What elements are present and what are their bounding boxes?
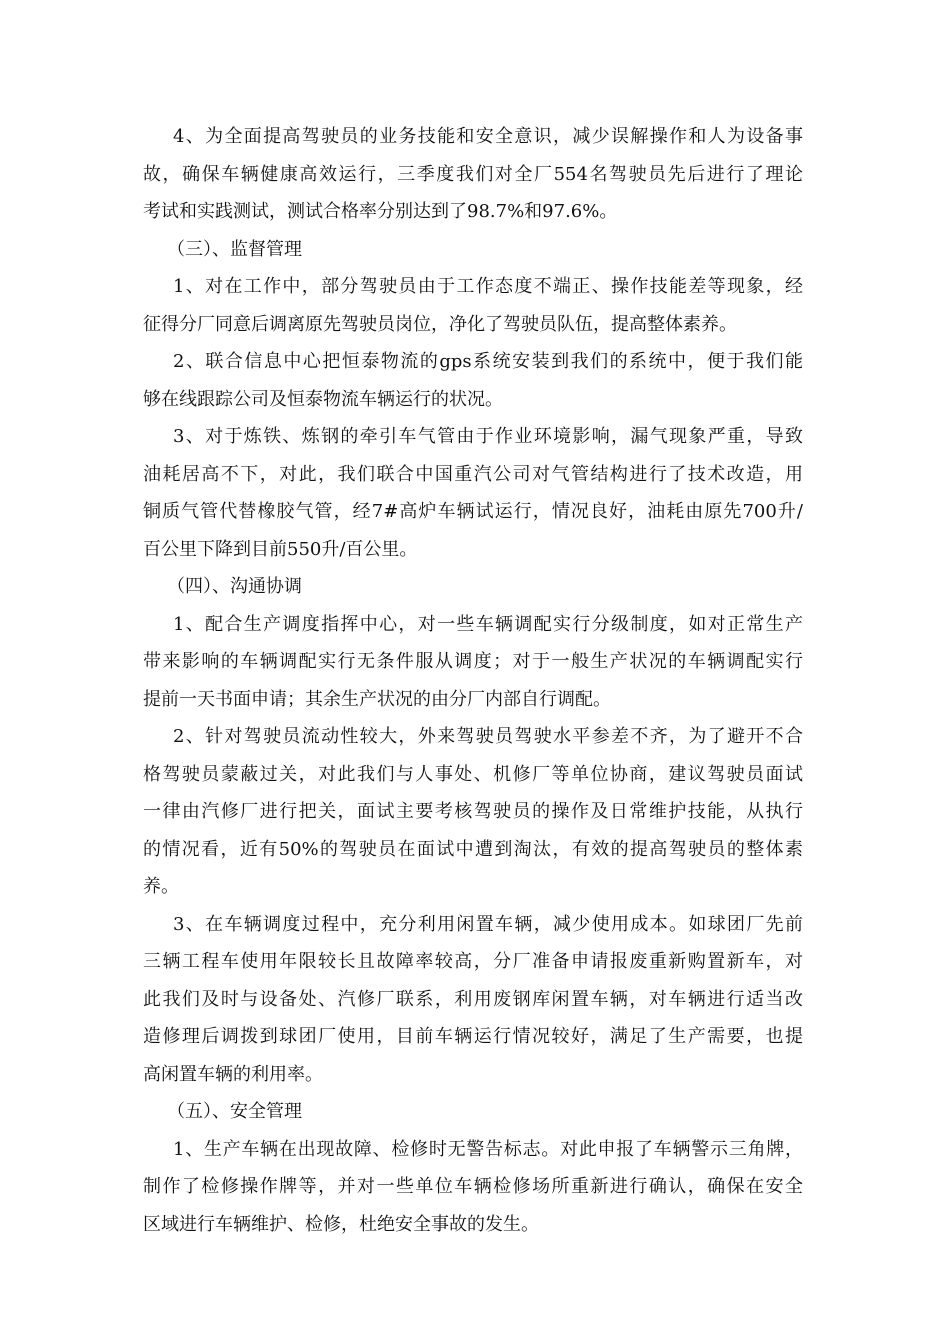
paragraph-line: 3、对于炼铁、炼钢的牵引车气管由于作业环境影响，漏气现象严重，导致 xyxy=(173,426,803,447)
paragraph-line: 考试和实践测试，测试合格率分别达到了98.7%和97.6%。 xyxy=(143,201,618,222)
paragraph-line: 的情况看，近有50%的驾驶员在面试中遭到淘汰，有效的提高驾驶员的整体素 xyxy=(143,838,803,860)
paragraph-line: 故，确保车辆健康高效运行，三季度我们对全厂554名驾驶员先后进行了理论 xyxy=(143,163,803,185)
paragraph-line: 油耗居高不下，对此，我们联合中国重汽公司对气管结构进行了技术改造，用 xyxy=(143,463,803,485)
paragraph-line: 2、联合信息中心把恒泰物流的gps系统安装到我们的系统中，便于我们能 xyxy=(173,351,803,372)
paragraph-line: 一律由汽修厂进行把关，面试主要考核驾驶员的操作及日常维护技能，从执行 xyxy=(143,801,803,822)
paragraph-line: 3、在车辆调度过程中，充分利用闲置车辆，减少使用成本。如球团厂先前 xyxy=(173,913,803,935)
paragraph-line: 造修理后调拨到球团厂使用，目前车辆运行情况较好，满足了生产需要，也提 xyxy=(143,1026,803,1047)
paragraph-line: 提前一天书面申请；其余生产状况的由分厂内部自行调配。 xyxy=(143,688,611,710)
paragraph-line: 铜质气管代替橡胶气管，经7#高炉车辆试运行，情况良好，油耗由原先700升/ xyxy=(143,501,803,522)
paragraph-line: 1、生产车辆在出现故障、检修时无警告标志。对此申报了车辆警示三角牌， xyxy=(173,1138,803,1160)
paragraph-line: 养。 xyxy=(143,876,179,897)
section-heading: （四）、沟通协调 xyxy=(167,576,302,597)
paragraph-line: 区域进行车辆维护、检修，杜绝安全事故的发生。 xyxy=(143,1213,539,1235)
paragraph-line: 1、对在工作中，部分驾驶员由于工作态度不端正、操作技能差等现象，经 xyxy=(173,276,803,297)
paragraph-line: 带来影响的车辆调配实行无条件服从调度；对于一般生产状况的车辆调配实行 xyxy=(143,651,803,672)
paragraph-line: 格驾驶员蒙蔽过关，对此我们与人事处、机修厂等单位协商，建议驾驶员面试 xyxy=(143,763,803,785)
document-body xyxy=(143,118,803,1243)
paragraph-line: 三辆工程车使用年限较长且故障率较高，分厂准备申请报废重新购置新车，对 xyxy=(143,951,803,972)
paragraph-line: 够在线跟踪公司及恒泰物流车辆运行的状况。 xyxy=(143,388,503,410)
paragraph-line: 2、针对驾驶员流动性较大，外来驾驶员驾驶水平参差不齐，为了避开不合 xyxy=(173,726,803,747)
section-heading: （三）、监督管理 xyxy=(167,238,302,260)
paragraph-line: 百公里下降到目前550升/百公里。 xyxy=(143,538,418,560)
paragraph-line: 4、为全面提高驾驶员的业务技能和安全意识，减少误解操作和人为设备事 xyxy=(173,126,803,147)
paragraph-line: 制作了检修操作牌等，并对一些单位车辆检修场所重新进行确认，确保在安全 xyxy=(143,1176,803,1197)
paragraph-line: 征得分厂同意后调离原先驾驶员岗位，净化了驾驶员队伍，提高整体素养。 xyxy=(143,313,737,335)
section-heading: （五）、安全管理 xyxy=(167,1101,302,1122)
paragraph-line: 高闲置车辆的利用率。 xyxy=(143,1063,323,1085)
paragraph-line: 此我们及时与设备处、汽修厂联系，利用废钢库闲置车辆，对车辆进行适当改 xyxy=(143,988,803,1010)
paragraph-line: 1、配合生产调度指挥中心，对一些车辆调配实行分级制度，如对正常生产 xyxy=(173,613,803,635)
